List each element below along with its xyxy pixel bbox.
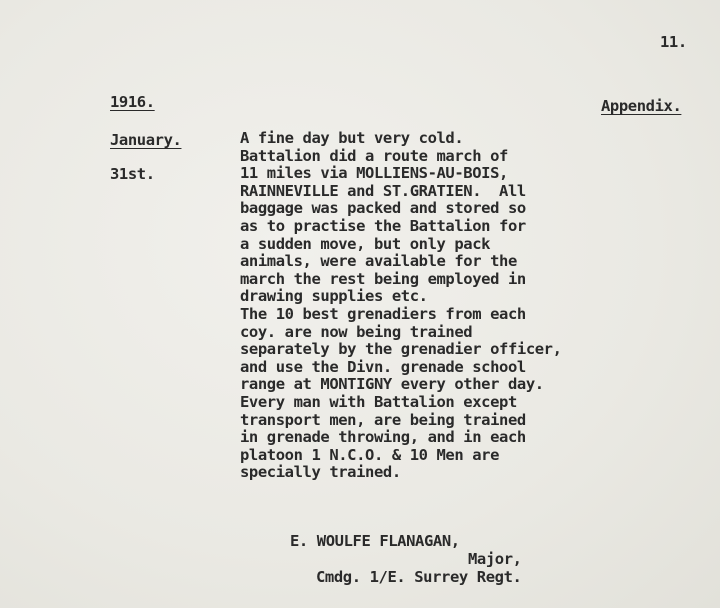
page-number: 11. (660, 33, 687, 51)
entry-month: January. (110, 131, 182, 149)
entry-line: coy. are now being trained (240, 322, 473, 341)
entry-line: transport men, are being trained (240, 410, 526, 429)
signature-rank: Major, (468, 550, 522, 568)
entry-line: specially trained. (240, 463, 401, 482)
entry-line: and use the Divn. grenade school (240, 357, 526, 376)
entry-line: in grenade throwing, and in each (240, 428, 526, 447)
year-heading: 1916. (110, 93, 155, 111)
entry-line: A fine day but very cold. (240, 129, 464, 147)
entry-line: range at MONTIGNY every other day. (240, 375, 544, 394)
entry-line: a sudden move, but only pack (240, 234, 491, 253)
entry-line: march the rest being employed in (240, 269, 526, 288)
signature-name: E. WOULFE FLANAGAN, (290, 532, 460, 550)
entry-line: Battalion did a route march of (240, 146, 508, 165)
entry-line: 11 miles via MOLLIENS-AU-BOIS, (240, 164, 508, 183)
entry-line: as to practise the Battalion for (240, 216, 526, 235)
entry-line: The 10 best grenadiers from each (240, 304, 526, 323)
entry-line: RAINNEVILLE and ST.GRATIEN. All (240, 181, 526, 200)
entry-line: platoon 1 N.C.O. & 10 Men are (240, 445, 500, 464)
entry-line: baggage was packed and stored so (240, 199, 526, 218)
entry-line: Every man with Battalion except (240, 392, 517, 411)
entry-line: separately by the grenadier officer, (240, 340, 562, 359)
entry-body (240, 130, 562, 482)
entry-line: drawing supplies etc. (240, 287, 428, 306)
signature-unit: Cmdg. 1/E. Surrey Regt. (316, 568, 522, 586)
entry-line: animals, were available for the (240, 252, 517, 271)
appendix-heading: Appendix. (601, 97, 682, 115)
entry-day: 31st. (110, 165, 155, 183)
